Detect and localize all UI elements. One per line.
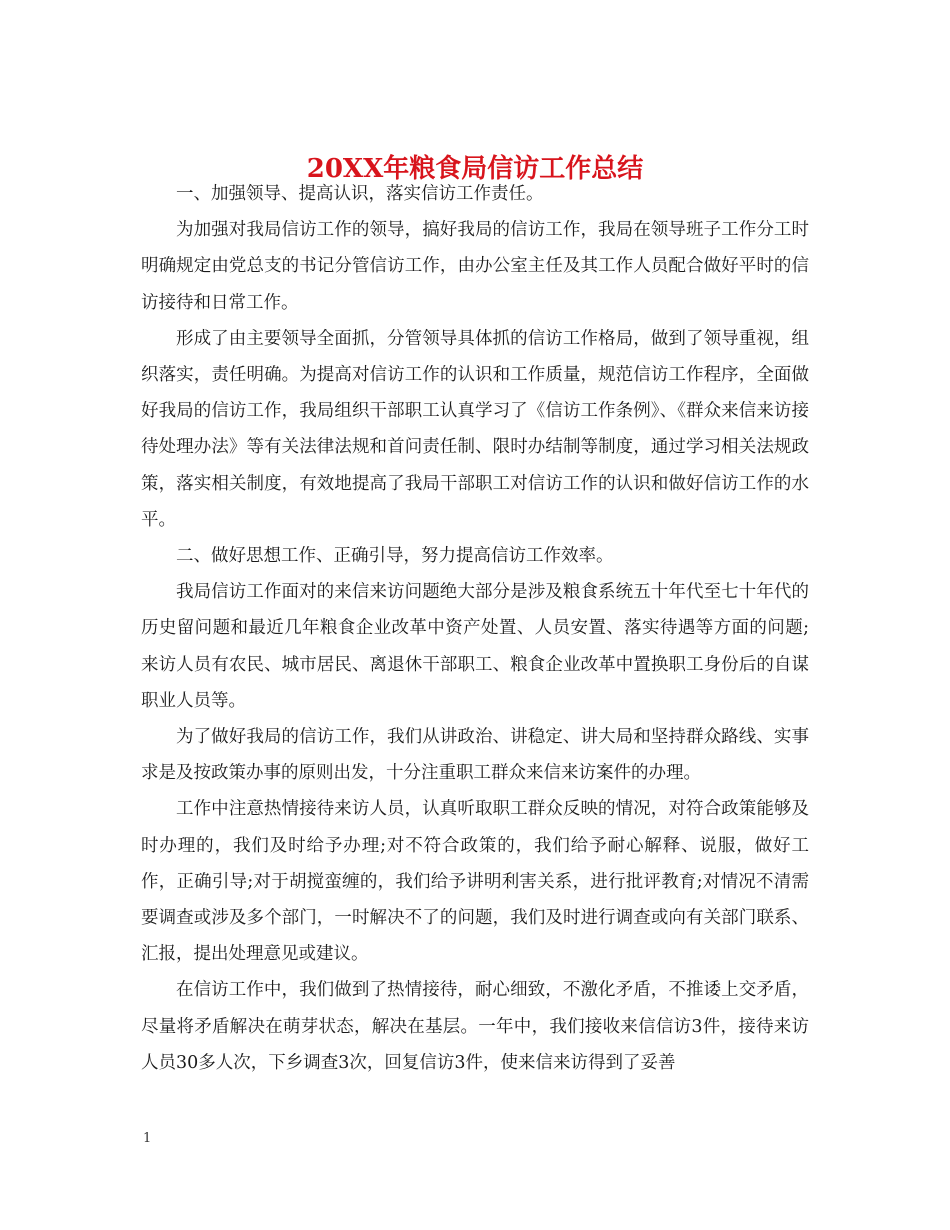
- paragraph: 形成了由主要领导全面抓，分管领导具体抓的信访工作格局，做到了领导重视，组织落实，责任明确。为提高对信访工作的认识和工作质量，规范信访工作程序，全面做好我局的信访工作，我局组织干部职工认真学习了《信访工作条例》、《群众来信来访接待处理办法》等有关法律法规和首问责任制、限时办结制等制度，通过学习相关法规政策，落实相关制度，有效地提高了我局干部职工对信访工作的认识和做好信访工作的水平。: [141, 328, 809, 530]
- paragraph: 工作中注意热情接待来访人员，认真听取职工群众反映的情况，对符合政策能够及时办理的，我们及时给予办理;对不符合政策的，我们给予耐心解释、说服，做好工作，正确引导;对于胡搅蛮缠的，我们给予讲明利害关系，进行批评教育;对情况不清需要调查或涉及多个部门，一时解决不了的问题，我们及时进行调查或向有关部门联系、汇报，提出处理意见或建议。: [141, 799, 809, 965]
- paragraph-section-1-heading: 一、加强领导、提高认识，落实信访工作责任。: [176, 184, 544, 204]
- document-body: [141, 176, 809, 1081]
- document-title: 20XX年粮食局信访工作总结: [306, 154, 644, 185]
- paragraph: 为了做好我局的信访工作，我们从讲政治、讲稳定、讲大局和坚持群众路线、实事求是及按政策办事的原则出发，十分注重职工群众来信来访案件的办理。: [141, 727, 809, 784]
- paragraph: 为加强对我局信访工作的领导，搞好我局的信访工作，我局在领导班子工作分工时明确规定由党总支的书记分管信访工作，由办公室主任及其工作人员配合做好平时的信访接待和日常工作。: [141, 220, 809, 313]
- page-number: 1: [143, 1131, 152, 1146]
- paragraph: 在信访工作中，我们做到了热情接待，耐心细致，不激化矛盾，不推诿上交矛盾，尽量将矛盾解决在萌芽状态，解决在基层。一年中，我们接收来信信访3件，接待来访人员30多人次，下乡调查3次，回复信访3件，使来信来访得到了妥善: [141, 980, 809, 1073]
- paragraph-section-2-heading: 二、做好思想工作、正确引导，努力提高信访工作效率。: [176, 546, 614, 567]
- paragraph: 我局信访工作面对的来信来访问题绝大部分是涉及粮食系统五十年代至七十年代的历史留问题和最近几年粮食企业改革中资产处置、人员安置、落实待遇等方面的问题;来访人员有农民、城市居民、离退休干部职工、粮食企业改革中置换职工身份后的自谋职业人员等。: [141, 582, 809, 711]
